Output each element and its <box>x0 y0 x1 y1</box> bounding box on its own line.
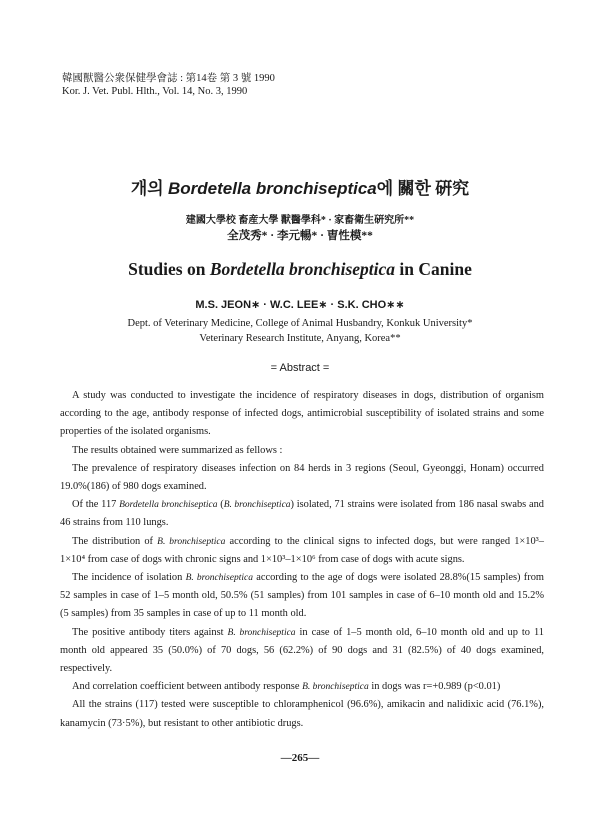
english-title-prefix: Studies on <box>128 259 206 279</box>
abstract-paragraph: The results obtained were summarized as fellows : <box>72 444 283 456</box>
organism-name: B. bronchiseptica <box>227 627 296 638</box>
abstract-heading: = Abstract = <box>270 362 330 374</box>
journal-header <box>62 72 275 98</box>
korean-title <box>0 174 600 199</box>
abstract-paragraph <box>60 533 544 569</box>
english-title-organism: Bordetella bronchiseptica <box>209 259 396 279</box>
text-span: The incidence of isolation <box>72 572 183 584</box>
abstract-body <box>60 387 544 733</box>
korean-authors: 全茂秀* · 李元暢* · 曺性模** <box>227 230 373 242</box>
journal-citation-korean: 韓國獸醫公衆保健學會誌 : 第14卷 第 3 號 1990 <box>62 73 275 84</box>
text-span: Of the 117 <box>72 499 117 511</box>
organism-name: Bordetella bronchiseptica <box>119 500 218 511</box>
text-span: according to the clinical signs to infected dogs, but were ranged 1×10³–1×10⁴ from case of dogs with chronic signs and 1×10³–1×10⁶ from case of dogs with acute signs. <box>60 535 544 565</box>
english-authors: M.S. JEON∗ · W.C. LEE∗ · S.K. CHO∗∗ <box>195 299 405 311</box>
korean-title-prefix: 개의 <box>130 179 164 198</box>
text-span: in dogs was r=+0.989 (p<0.01) <box>371 681 501 693</box>
abstract-paragraph: All the strains (117) tested were susceptible to chloramphenicol (96.6%), amikacin and nalidixic acid (76.1%), kanamycin (73·5%), but resistant to other antibiotic drugs. <box>60 699 544 729</box>
abstract-paragraph: A study was conducted to investigate the incidence of respiratory diseases in dogs, distribution of organism according to the age, antibody response of infected dogs, antimicrobial susceptibility of isolated strains and some properties of the isolated organisms. <box>60 390 544 438</box>
organism-name: B. bronchiseptica <box>157 536 226 547</box>
organism-name: B. bronchiseptica <box>302 682 369 693</box>
text-span: The positive antibody titers against <box>72 626 224 638</box>
english-affiliation-vri: Veterinary Research Institute, Anyang, Korea** <box>199 333 401 344</box>
abstract-paragraph <box>60 569 544 624</box>
text-span: And correlation coefficient between antibody response <box>72 681 300 693</box>
text-span: according to the age of dogs were isolated 28.8%(15 samples) from 52 samples in case of 1–5 month old, 50.5% (51 samples) from 101 samples in case of 6–10 month old and 15.2% (5 samples) from 35 samples in case of up to 11 month old. <box>60 572 544 620</box>
korean-title-suffix: 에 關한 硏究 <box>376 179 470 198</box>
journal-citation-english: Kor. J. Vet. Publ. Hlth., Vol. 14, No. 3, 1990 <box>62 86 248 97</box>
korean-affiliation: 建國大學校 畜産大學 獸醫學科* · 家畜衛生硏究所** <box>185 215 415 226</box>
text-span: ) isolated, 71 strains were isolated from 186 nasal swabs and 46 strains from 110 lungs. <box>60 499 544 529</box>
korean-title-organism: Bordetella bronchiseptica <box>167 179 377 198</box>
organism-name: B. bronchiseptica <box>185 573 253 584</box>
abstract-paragraph <box>60 496 544 532</box>
text-span: in case of 1–5 month old, 6–10 month old and up to 11 month old appeared 35 (50.0%) of 70 dogs, 56 (62.2%) of 90 dogs and 31 (82.5%) of 40 dogs examined, respectively. <box>60 626 544 675</box>
abstract-paragraph <box>60 624 544 679</box>
page-number: —265— <box>280 752 320 764</box>
abstract-paragraph: The prevalence of respiratory diseases infection on 84 herds in 3 regions (Seoul, Gyeonggi, Honam) occurred 19.0%(186) of 980 dogs examined. <box>60 462 544 493</box>
organism-name: B. bronchiseptica <box>223 500 291 511</box>
english-affiliation-konkuk: Dept. of Veterinary Medicine, College of Animal Husbandry, Konkuk University* <box>127 318 473 329</box>
text-span: The distribution of <box>72 535 154 547</box>
text-span: ( <box>220 499 224 511</box>
english-title-suffix: in Canine <box>399 259 472 279</box>
abstract-paragraph <box>60 678 544 696</box>
english-title <box>0 259 600 280</box>
